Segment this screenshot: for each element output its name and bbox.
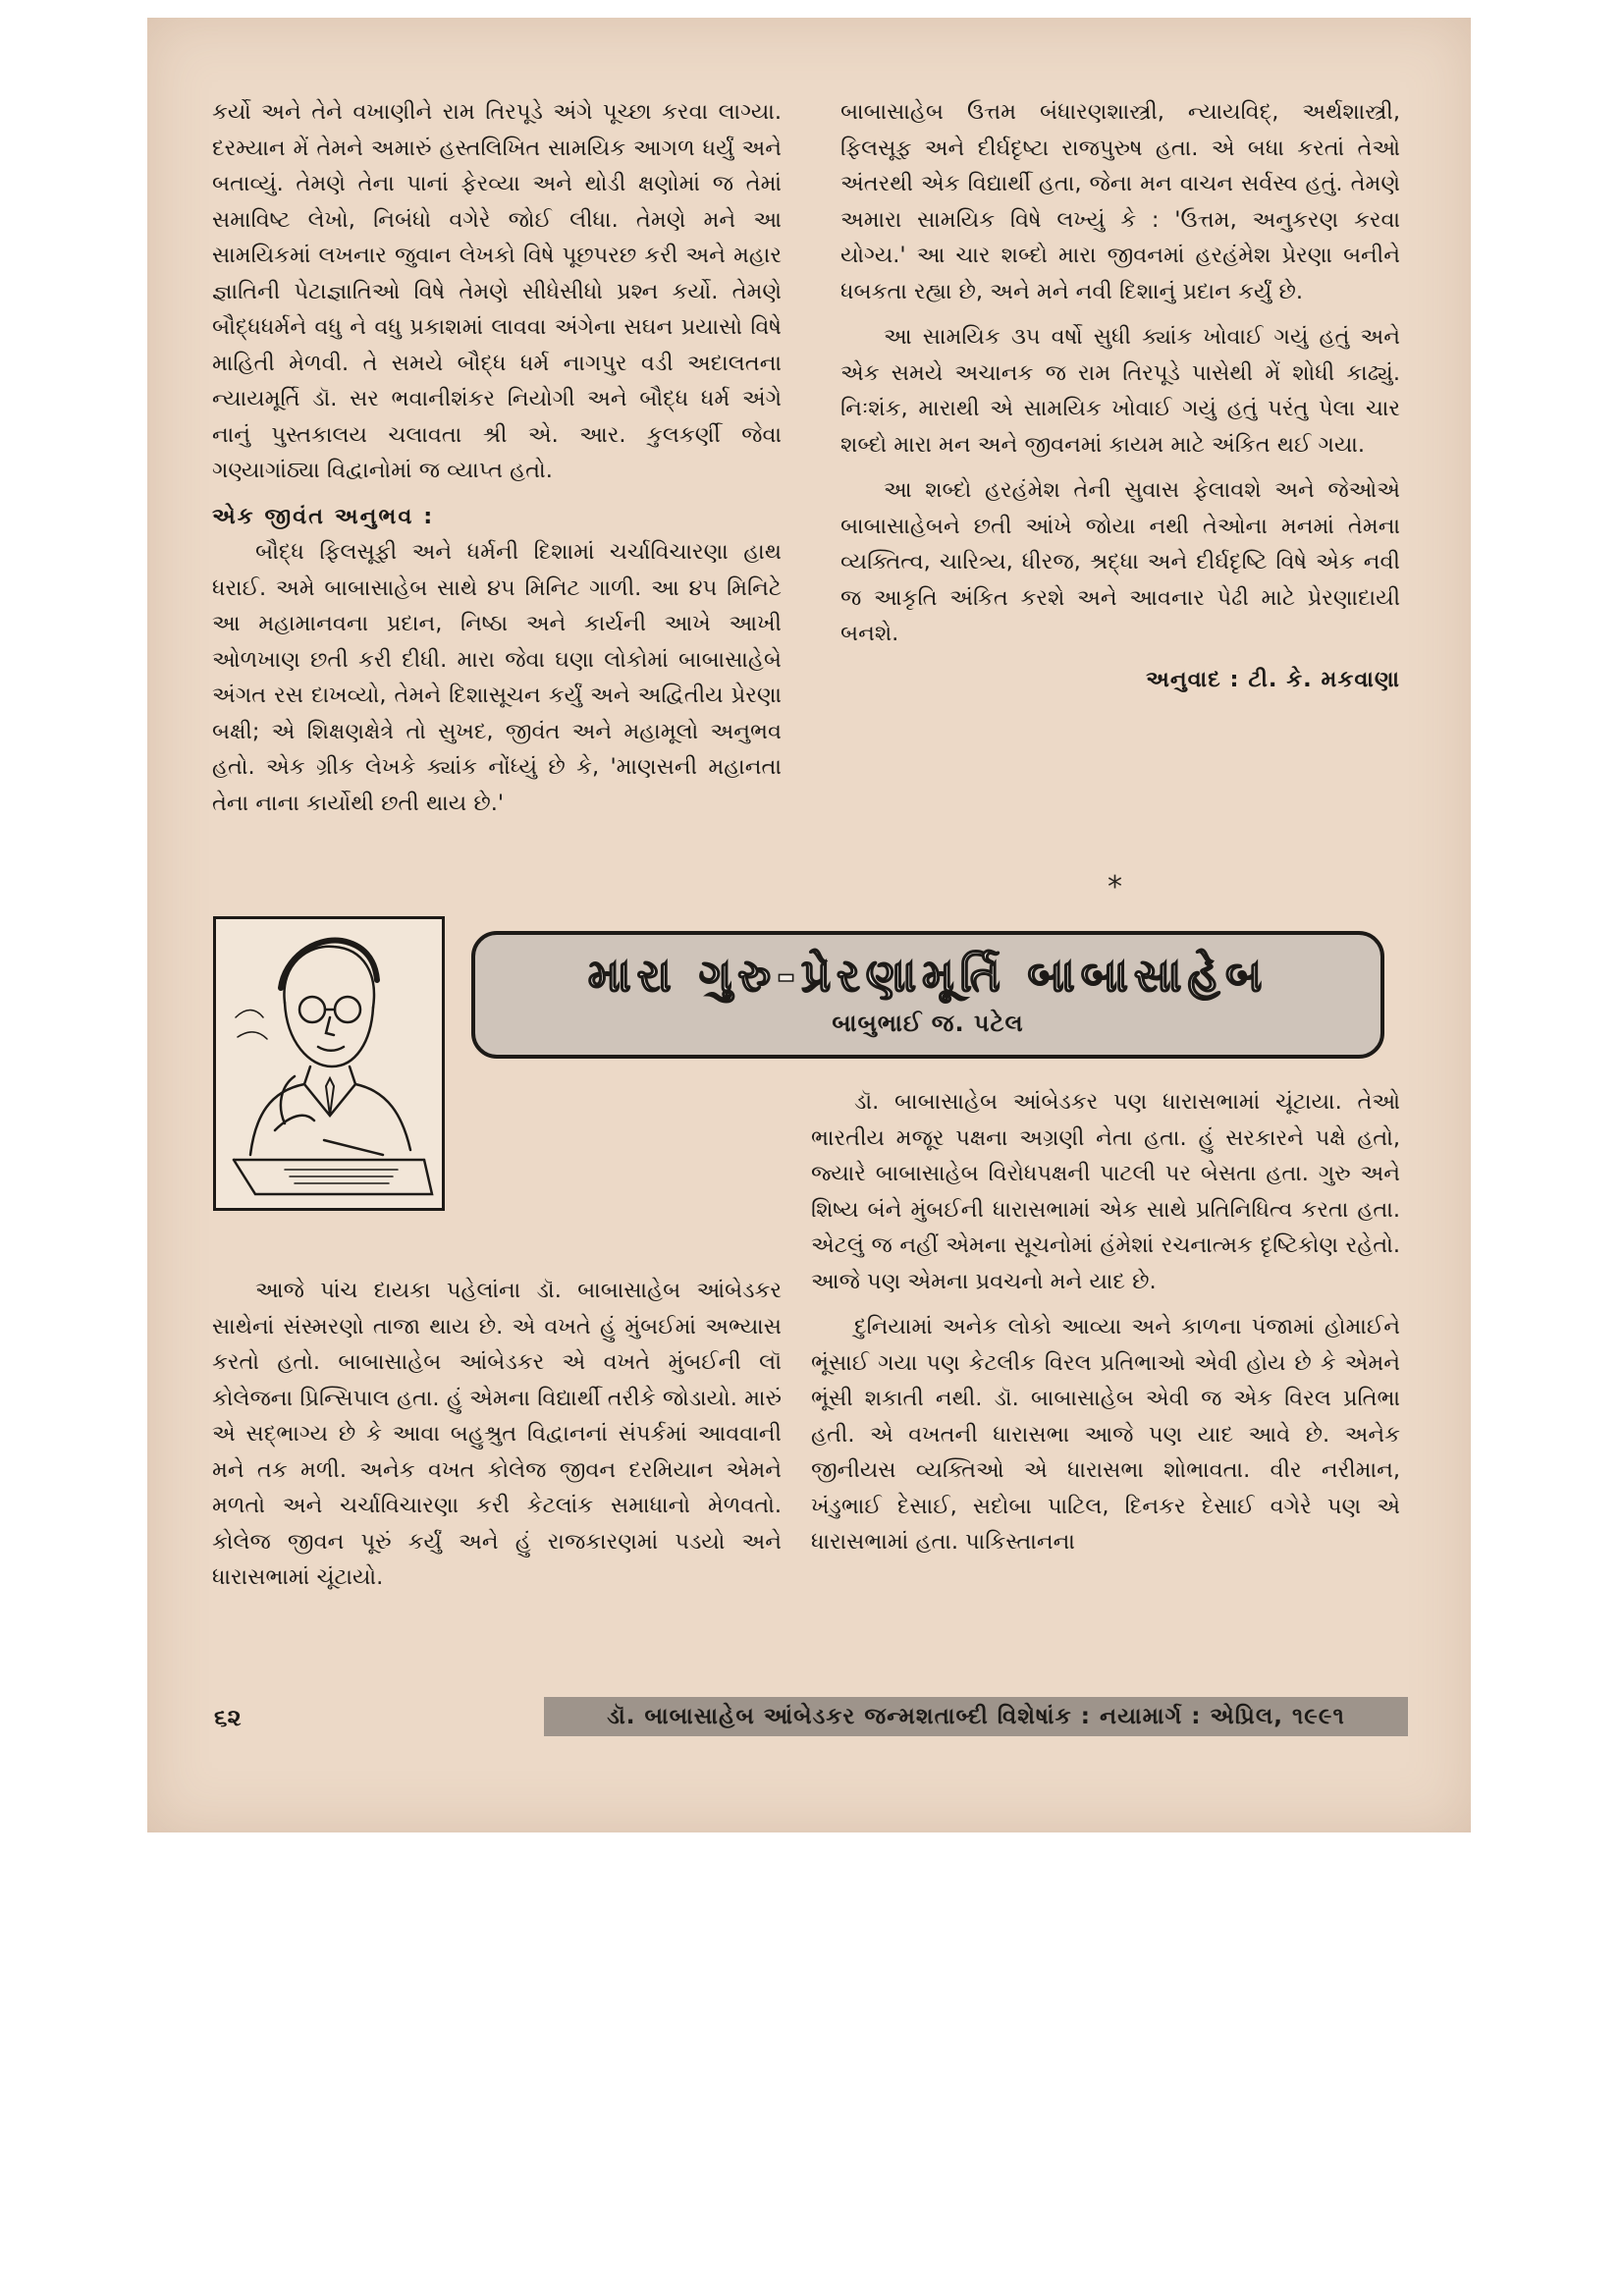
paragraph: આ શબ્દો હરહંમેશ તેની સુવાસ ફેલાવશે અને જેઓએ બાબાસાહેબને છતી આંખે જોયા નથી તેઓના મનમાં તેમના વ્યક્તિત્વ, ચારિત્ર્ય, ધીરજ, શ્રદ્ધા અને દીર્ઘદૃષ્ટિ વિષે એક નવી જ આકૃતિ અંકિત કરશે અને આવનાર પેઢી માટે પ્રેરણાદાયી બનશે. <box>840 477 1400 646</box>
paragraph: બૌદ્ધ ફિલસૂફી અને ધર્મની દિશામાં ચર્ચાવિચારણા હાથ ધરાઈ. અમે બાબાસાહેબ સાથે ૪૫ મિનિટ ગાળી. આ ૪૫ મિનિટે આ મહામાનવના પ્રદાન, નિષ્ઠા અને કાર્યની આખે આખી ઓળખાણ છતી કરી દીધી. મારા જેવા ઘણા લોકોમાં બાબાસાહેબે અંગત રસ દાખવ્યો, તેમને દિશાસૂચન કર્યું અને અદ્વિતીય પ્રેરણા બક્ષી; એ શિક્ષણક્ષેત્રે તો સુખદ, જીવંત અને મહામૂલો અનુભવ હતો. એક ગ્રીક લેખકે ક્યાંક નોંધ્યું છે કે, 'માણસની મહાનતા તેના નાના કાર્યોથી છતી થાય છે.' <box>212 539 782 816</box>
right-column-bottom <box>811 1084 1400 1560</box>
section-subheading: એક જીવંત અનુભવ : <box>212 503 435 529</box>
paragraph: કર્યો અને તેને વખાણીને રામ તિરપૂડે અંગે પૂચ્છા કરવા લાગ્યા. દરમ્યાન મેં તેમને અમારું હસ્તલિખિત સામયિક આગળ ધર્યું અને બતાવ્યું. તેમણે તેના પાનાં ફેરવ્યા અને થોડી ક્ષણોમાં જ તેમાં સમાવિષ્ટ લેખો, નિબંધો વગેરે જોઈ લીધા. તેમણે મને આ સામયિકમાં લખનાર જુવાન લેખકો વિષે પૂછપરછ કરી અને મહાર જ્ઞાતિની પેટાજ્ઞાતિઓ વિષે તેમણે સીધેસીધો પ્રશ્ન કર્યો. તેમણે બૌદ્ધધર્મને વધુ ને વધુ પ્રકાશમાં લાવવા અંગેના સઘન પ્રયાસો વિષે માહિતી મેળવી. તે સમયે બૌદ્ધ ધર્મ નાગપુર વડી અદાલતના ન્યાયમૂર્તિ ડૉ. સર ભવાનીશંકર નિયોગી અને બૌદ્ધ ધર્મ અંગે નાનું પુસ્તકાલય ચલાવતા શ્રી એ. આર. કુલકર્ણી જેવા ગણ્યાગાંઠ્યા વિદ્વાનોમાં જ વ્યાપ્ત હતો. <box>212 99 782 483</box>
paragraph: આજે પાંચ દાયકા પહેલાંના ડૉ. બાબાસાહેબ આંબેડકર સાથેનાં સંસ્મરણો તાજા થાય છે. એ વખતે હું મુંબઈમાં અભ્યાસ કરતો હતો. બાબાસાહેબ આંબેડકર એ વખતે મુંબઈની લૉ કોલેજના પ્રિન્સિપાલ હતા. હું એમના વિદ્યાર્થી તરીકે જોડાયો. મારું એ સદ્‌ભાગ્ય છે કે આવા બહુશ્રુત વિદ્વાનનાં સંપર્કમાં આવવાની મને તક મળી. અનેક વખત કોલેજ જીવન દરમિયાન એમને મળતો અને ચર્ચાવિચારણા કરી કેટલાંક સમાધાનો મેળવતો. કોલેજ જીવન પૂરું કર્યું અને હું રાજકારણમાં પડયો અને ધારાસભામાં ચૂંટાયો. <box>212 1278 782 1590</box>
ambedkar-sketch-icon <box>216 919 442 1208</box>
article-author: બાબુભાઈ જ. પટેલ <box>832 1010 1024 1037</box>
left-column-top <box>212 94 782 821</box>
paragraph: દુનિયામાં અનેક લોકો આવ્યા અને કાળના પંજામાં હોમાઈને ભૂંસાઈ ગયા પણ કેટલીક વિરલ પ્રતિભાઓ એવી હોય છે કે એમને ભૂંસી શકાતી નથી. ડૉ. બાબાસાહેબ એવી જ એક વિરલ પ્રતિભા હતી. એ વખતની ધારાસભા આજે પણ યાદ આવે છે. અનેક જીનીયસ વ્યક્તિઓ એ ધારાસભા શોભાવતા. વીર નરીમાન, ખંડુભાઈ દેસાઈ, સદોબા પાટિલ, દિનકર દેસાઈ વગેરે પણ એ ધારાસભામાં હતા. પાકિસ્તાનના <box>811 1314 1400 1555</box>
article-title: મારા ગુરુ-પ્રેરણામૂર્તિ બાબાસાહેબ <box>587 949 1269 1002</box>
page-number: ૬૨ <box>214 1704 242 1731</box>
article-title-banner <box>471 931 1384 1059</box>
magazine-page <box>147 18 1471 1832</box>
right-column-top <box>840 94 1400 697</box>
translator-credit: અનુવાદ : ટી. કે. મકવાણા <box>1146 666 1400 692</box>
paragraph: આ સામયિક ૩૫ વર્ષો સુધી ક્યાંક ખોવાઈ ગયું હતું અને એક સમયે અચાનક જ રામ તિરપૂડે પાસેથી મેં શોધી કાઢ્યું. નિઃશંક, મારાથી એ સામયિક ખોવાઈ ગયું હતું પરંતુ પેલા ચાર શબ્દો મારા મન અને જીવનમાં કાયમ માટે અંકિત થઈ ગયા. <box>840 324 1400 458</box>
paragraph: ડૉ. બાબાસાહેબ આંબેડકર પણ ધારાસભામાં ચૂંટાયા. તેઓ ભારતીય મજૂર પક્ષના અગ્રણી નેતા હતા. હું સરકારને પક્ષે હતો, જ્યારે બાબાસાહેબ વિરોધપક્ષની પાટલી પર બેસતા હતા. ગુરુ અને શિષ્ય બંને મુંબઈની ધારાસભામાં એક સાથે પ્રતિનિધિત્વ કરતા હતા. એટલું જ નહીં એમના સૂચનોમાં હંમેશાં રચનાત્મક દૃષ્ટિકોણ રહેતો. આજે પણ એમના પ્રવચનો મને યાદ છે. <box>811 1089 1400 1294</box>
left-column-bottom <box>212 1273 782 1596</box>
portrait-illustration <box>213 916 445 1211</box>
section-separator: * <box>1108 870 1122 904</box>
footer-banner: ડૉ. બાબાસાહેબ આંબેડકર જન્મશતાબ્દી વિશેષાંક : નયામાર્ગ : એપ્રિલ, ૧૯૯૧ <box>544 1697 1408 1736</box>
paragraph: બાબાસાહેબ ઉત્તમ બંધારણશાસ્ત્રી, ન્યાયવિદ્, અર્થશાસ્ત્રી, ફિલસૂફ અને દીર્ઘદૃષ્ટા રાજપુરુષ હતા. એ બધા કરતાં તેઓ અંતરથી એક વિદ્યાર્થી હતા, જેના મન વાચન સર્વસ્વ હતું. તેમણે અમારા સામયિક વિષે લખ્યું કે : 'ઉત્તમ, અનુકરણ કરવા યોગ્ય.' આ ચાર શબ્દો મારા જીવનમાં હરહંમેશ પ્રેરણા બનીને ધબકતા રહ્યા છે, અને મને નવી દિશાનું પ્રદાન કર્યું છે. <box>840 99 1400 304</box>
